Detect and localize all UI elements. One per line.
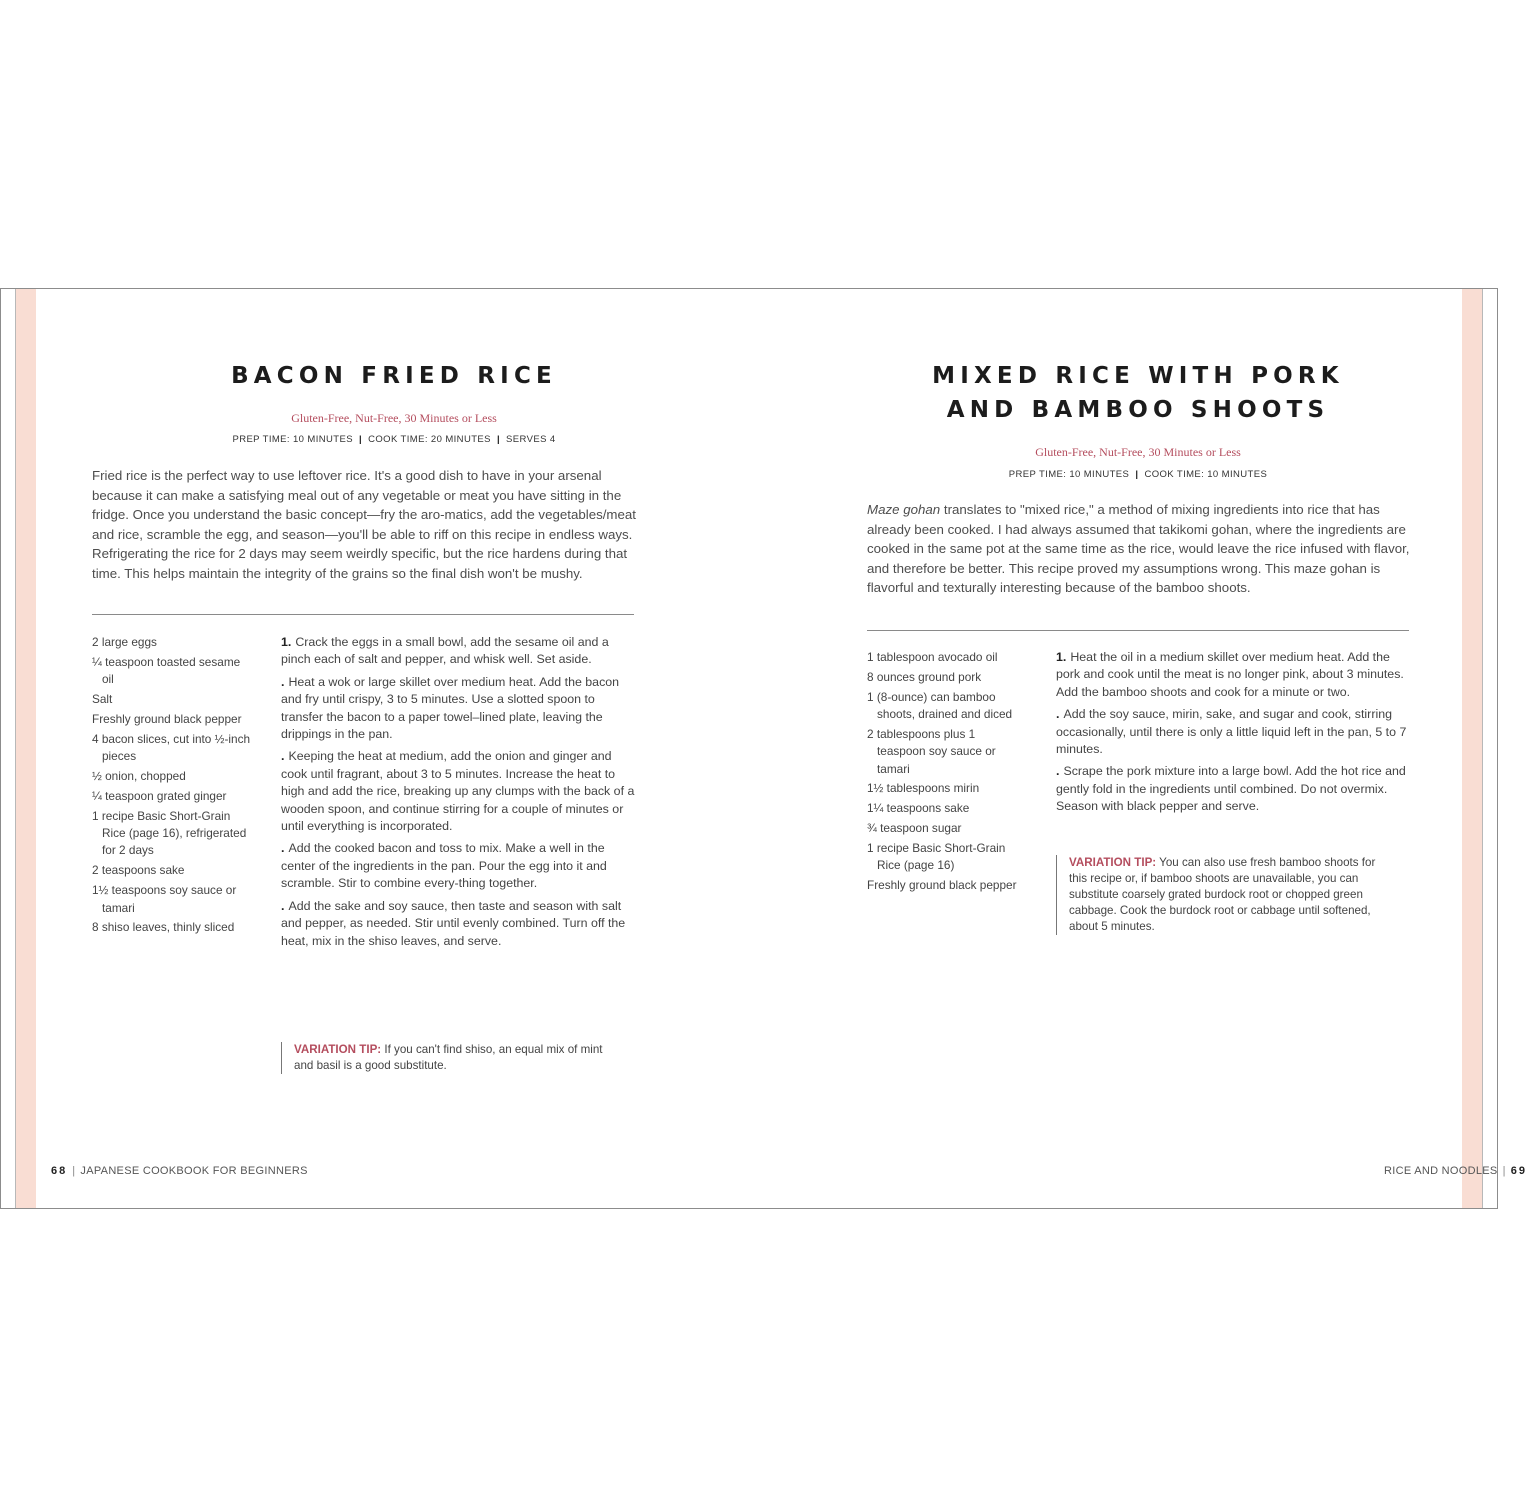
ingredient-item: 1 (8-ounce) can bamboo shoots, drained and diced bbox=[867, 689, 1013, 722]
step-item bbox=[281, 634, 637, 669]
left-page-edge bbox=[15, 289, 36, 1208]
book-title: JAPANESE COOKBOOK FOR BEGINNERS bbox=[80, 1165, 308, 1177]
ingredient-item: 2 tablespoons plus 1 teaspoon soy sauce or tamari bbox=[867, 726, 996, 776]
title-line: MIXED RICE WITH PORK bbox=[932, 363, 1344, 389]
ingredient-item: 1 tablespoon avocado oil bbox=[867, 650, 998, 664]
variation-tip bbox=[1056, 855, 1387, 935]
ingredients-list bbox=[92, 634, 252, 939]
ingredient-item: ½ onion, chopped bbox=[92, 769, 186, 784]
prep-time: PREP TIME: 10 MINUTES bbox=[1008, 469, 1130, 480]
cook-time: COOK TIME: 20 MINUTES bbox=[368, 434, 491, 445]
ingredient-item: Freshly ground black pepper bbox=[92, 711, 242, 726]
steps-list bbox=[281, 634, 637, 955]
step-text: Heat the oil in a medium skillet over medium heat. Add the pork and cook until the meat is no longer pink, about 3 minutes. Add the bamboo shoots and cook for a minute or two. bbox=[1056, 650, 1404, 699]
intro-text: translates to "mixed rice," a method of mixing ingredients into rice that has already been cooked. I had always assumed that takikomi gohan, where the ingredients are cooked in the same pot at the same time as the rice, would leave the rice infused with flavor, and therefore be better. This recipe proved my assumptions wrong. This maze gohan is flavorful and texturally interesting because of the bamboo shoots. bbox=[867, 502, 1410, 595]
ingredient-item: 2 teaspoons sake bbox=[92, 863, 185, 878]
ingredient-item: 4 bacon slices, cut into ½-inch pieces bbox=[92, 731, 251, 764]
right-page bbox=[751, 289, 1527, 1208]
ingredient-item: 1½ tablespoons mirin bbox=[867, 781, 980, 796]
prep-time: PREP TIME: 10 MINUTES bbox=[232, 434, 353, 445]
tip-text: You can also use fresh bamboo shoots for this recipe or, if bamboo shoots are unavailable, you can substitute coarsely grated burdock root or chopped green cabbage. Cook the burdock root or cabbage until softened, about 5 minutes. bbox=[1069, 856, 1376, 933]
page-footer bbox=[1384, 1165, 1527, 1177]
ingredient-item: 1¼ teaspoons sake bbox=[867, 801, 970, 816]
step-text: Add the soy sauce, mirin, sake, and sugar and cook, stirring occasionally, until there is only a little liquid left in the pan, 5 to 7 minutes. bbox=[1056, 707, 1407, 757]
step-item bbox=[1056, 763, 1412, 815]
step-item bbox=[281, 898, 637, 950]
recipe-intro: Fried rice is the perfect way to use leftover rice. It's a good dish to have in your arsenal because it can make a satisfying meal out of any vegetable or meat you have sitting in the fridge. Once you understand the basic concept—fry the aro-matics, add the vegetables/meat and rice, scramble the egg, and season—you'll be able to riff on this recipe in endless ways. Refrigerating the rice for 2 days may seem weirdly specific, but the rice hardens during that time. This helps maintain the integrity of the grains so the final dish won't be mushy. bbox=[92, 468, 636, 581]
recipe-times bbox=[751, 469, 1525, 480]
ingredient-item: ¾ teaspoon sugar bbox=[867, 821, 962, 836]
divider-rule bbox=[867, 630, 1409, 631]
recipe-tags: Gluten-Free, Nut-Free, 30 Minutes or Less bbox=[291, 411, 497, 425]
ingredient-item: Salt bbox=[92, 692, 113, 707]
recipe-title: BACON FRIED RICE bbox=[231, 363, 557, 389]
serves: SERVES 4 bbox=[506, 434, 556, 445]
step-text: Keeping the heat at medium, add the onion and ginger and cook until fragrant, about 3 to 5 minutes. Increase the heat to high and add the rice, breaking up any clumps with the back of a wooden spoon, and continue stirring for a couple of minutes or until everything is incorporated. bbox=[281, 749, 635, 834]
left-page bbox=[37, 289, 751, 1208]
step-text: Add the sake and soy sauce, then taste and season with salt and pepper, as needed. Stir until evenly combined. Turn off the heat, mix in the shiso leaves, and serve. bbox=[281, 898, 626, 948]
step-item bbox=[1056, 649, 1412, 701]
variation-tip bbox=[281, 1042, 614, 1074]
divider-rule bbox=[92, 614, 634, 615]
step-text: Crack the eggs in a small bowl, add the sesame oil and a pinch each of salt and pepper, and whisk well. Set aside. bbox=[281, 635, 609, 667]
ingredient-item: 8 ounces ground pork bbox=[867, 669, 982, 684]
book-spread bbox=[0, 288, 1527, 1209]
page-number: 68 bbox=[51, 1165, 68, 1177]
footer-separator: | bbox=[1502, 1165, 1506, 1177]
step-number: 1. bbox=[281, 635, 292, 649]
step-number: . bbox=[281, 841, 285, 856]
step-number: . bbox=[281, 749, 285, 764]
step-text: Heat a wok or large skillet over medium heat. Add the bacon and fry until crispy, 3 to 5 minutes. Use a slotted spoon to transfer the bacon to a paper towel–lined plate, leaving the drippings in the pan. bbox=[281, 674, 620, 742]
separator: | bbox=[1135, 469, 1139, 480]
section-title: RICE AND NOODLES bbox=[1383, 1165, 1498, 1177]
steps-list bbox=[1056, 649, 1412, 821]
left-edge-line bbox=[15, 289, 16, 1208]
ingredient-item: 8 shiso leaves, thinly sliced bbox=[92, 920, 235, 935]
step-item bbox=[281, 748, 637, 835]
cook-time: COOK TIME: 10 MINUTES bbox=[1144, 469, 1268, 480]
recipe-intro bbox=[867, 500, 1412, 598]
step-item bbox=[281, 674, 637, 744]
recipe-times bbox=[37, 434, 751, 445]
step-text: Scrape the pork mixture into a large bowl. Add the hot rice and gently fold in the ingredients until combined. Do not overmix. Season with black pepper and serve. bbox=[1056, 764, 1406, 814]
ingredient-item: 1 recipe Basic Short-Grain Rice (page 16), refrigerated for 2 days bbox=[92, 808, 247, 858]
page-footer bbox=[51, 1165, 308, 1177]
ingredient-item: 1½ teaspoons soy sauce or tamari bbox=[92, 883, 237, 915]
tip-text: If you can't find shiso, an equal mix of mint and basil is a good substitute. bbox=[294, 1043, 603, 1072]
step-number: . bbox=[281, 898, 285, 913]
step-item bbox=[281, 840, 637, 892]
recipe-tags: Gluten-Free, Nut-Free, 30 Minutes or Less bbox=[1035, 445, 1241, 459]
ingredient-item: Freshly ground black pepper bbox=[867, 878, 1017, 893]
step-item bbox=[1056, 706, 1412, 758]
tip-label: VARIATION TIP: bbox=[1069, 856, 1157, 869]
step-number: . bbox=[281, 674, 285, 689]
recipe-title bbox=[751, 359, 1525, 427]
page-number: 69 bbox=[1510, 1165, 1527, 1177]
tip-label: VARIATION TIP: bbox=[294, 1043, 382, 1056]
step-number: . bbox=[1056, 764, 1060, 779]
ingredients-list bbox=[867, 649, 1027, 897]
step-number: . bbox=[1056, 707, 1060, 722]
ingredient-item: ¼ teaspoon toasted sesame oil bbox=[92, 654, 241, 687]
title-line: AND BAMBOO SHOOTS bbox=[946, 397, 1330, 423]
ingredient-item: 1 recipe Basic Short-Grain Rice (page 16) bbox=[867, 841, 1006, 873]
step-text: Add the cooked bacon and toss to mix. Make a well in the center of the ingredients in the pan. Pour the egg into it and scramble. Stir to combine every-thing together. bbox=[281, 841, 607, 891]
separator: | bbox=[359, 434, 363, 445]
footer-separator: | bbox=[72, 1165, 76, 1177]
ingredient-item: 2 large eggs bbox=[92, 635, 157, 649]
step-number: 1. bbox=[1056, 650, 1067, 664]
intro-emphasis: Maze gohan bbox=[867, 502, 941, 517]
ingredient-item: ¼ teaspoon grated ginger bbox=[92, 788, 227, 803]
separator: | bbox=[496, 434, 500, 445]
